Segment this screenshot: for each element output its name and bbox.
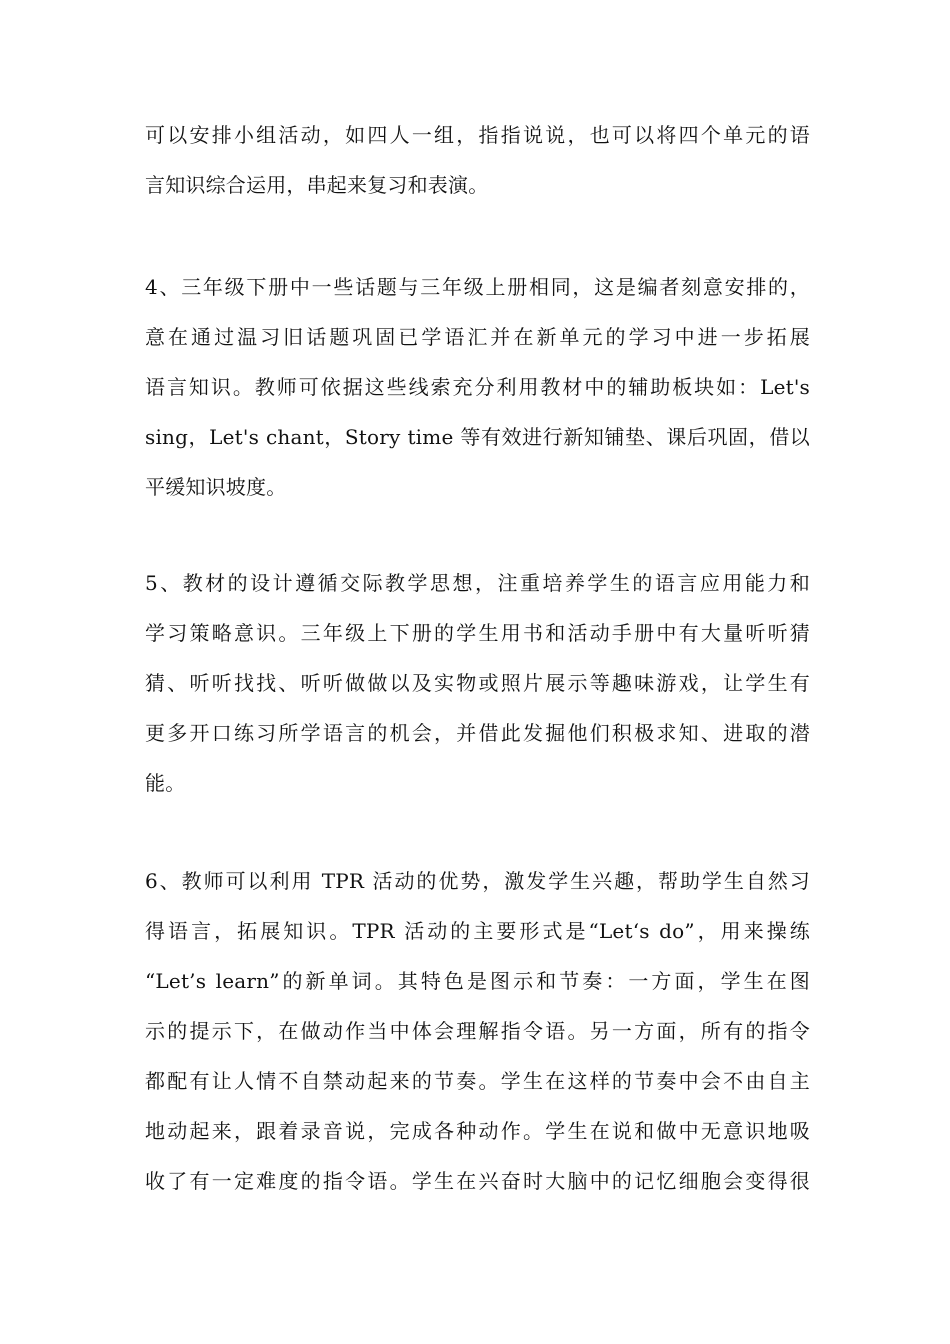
text-line: 5、教材的设计遵循交际教学思想，注重培养学生的语言应用能力和 — [145, 571, 810, 595]
text-line: sing，Let's chant，Story time 等有效进行新知铺垫、课后巩固，借以 — [145, 425, 810, 449]
text-line: 6、教师可以利用 TPR 活动的优势，激发学生兴趣，帮助学生自然习 — [145, 869, 810, 893]
text-line: 学习策略意识。三年级上下册的学生用书和活动手册中有大量听听猜 — [145, 621, 810, 645]
text-line: 意在通过温习旧话题巩固已学语汇并在新单元的学习中进一步拓展 — [145, 325, 810, 349]
paragraph-3 — [145, 558, 810, 808]
text-line: 更多开口练习所学语言的机会，并借此发掘他们积极求知、进取的潜 — [145, 721, 810, 745]
text-line: “Let’s learn”的新单词。其特色是图示和节奏：一方面，学生在图 — [145, 969, 810, 993]
text-line: 都配有让人情不自禁动起来的节奏。学生在这样的节奏中会不由自主 — [145, 1069, 810, 1093]
text-line: 言知识综合运用，串起来复习和表演。 — [145, 173, 489, 197]
text-line: 得语言，拓展知识。TPR 活动的主要形式是“Let‘s do”，用来操练 — [145, 919, 810, 943]
text-line: 能。 — [145, 771, 186, 795]
paragraph-1 — [145, 110, 810, 210]
text-line: 地动起来，跟着录音说，完成各种动作。学生在说和做中无意识地吸 — [145, 1119, 810, 1143]
text-line: 示的提示下，在做动作当中体会理解指令语。另一方面，所有的指令 — [145, 1019, 810, 1043]
text-line: 收了有一定难度的指令语。学生在兴奋时大脑中的记忆细胞会变得很 — [145, 1169, 810, 1193]
text-line: 平缓知识坡度。 — [145, 475, 287, 499]
text-line: 可以安排小组活动，如四人一组，指指说说，也可以将四个单元的语 — [145, 123, 810, 147]
text-line: 语言知识。教师可依据这些线索充分利用教材中的辅助板块如：Let's — [145, 375, 810, 399]
text-line: 猜、听听找找、听听做做以及实物或照片展示等趣味游戏，让学生有 — [145, 671, 810, 695]
paragraph-4 — [145, 856, 810, 1206]
text-line: 4、三年级下册中一些话题与三年级上册相同，这是编者刻意安排的， — [145, 275, 810, 299]
paragraph-2 — [145, 262, 810, 512]
